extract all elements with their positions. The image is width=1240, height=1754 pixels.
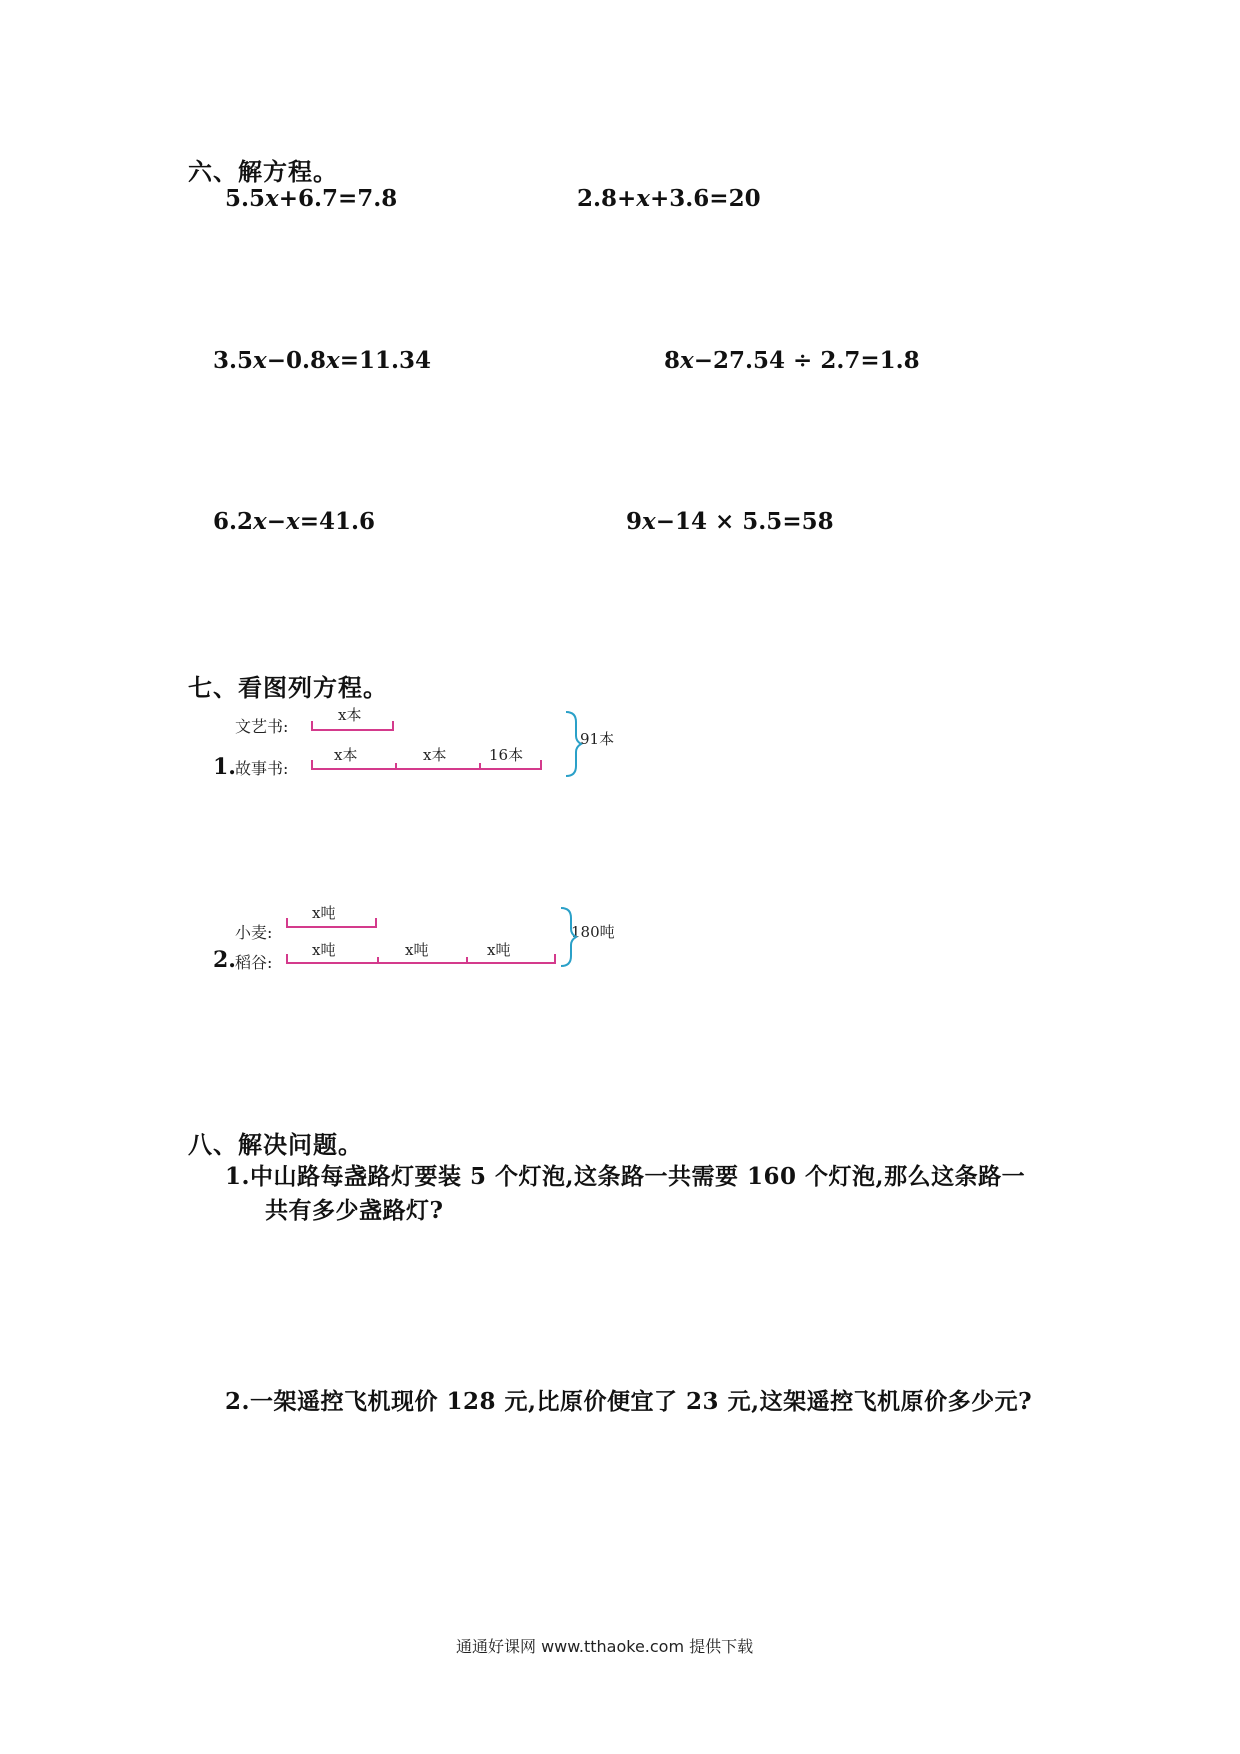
problem-1-line-1: 1.中山路每盏路灯要装 5 个灯泡,这条路一共需要 160 个灯泡,那么这条路一 <box>225 1163 1026 1190</box>
diagram2-brace <box>561 908 576 966</box>
diagram1-row1-label: 文艺书: <box>235 717 289 736</box>
equation-6: 9x−14 × 5.5=58 <box>626 508 834 535</box>
equation-4: 8x−27.54 ÷ 2.7=1.8 <box>664 347 920 374</box>
diagram2-row2-segment-label-2: x吨 <box>405 941 429 959</box>
footer-text: 通通好课网 www.tthaoke.com 提供下载 <box>456 1637 754 1656</box>
diagram2-segments <box>287 918 555 963</box>
diagram2-row2-segment-label-3: x吨 <box>487 941 511 959</box>
section-6-title: 六、解方程。 <box>188 157 338 186</box>
diagram2-row1-segment-label: x吨 <box>312 904 336 922</box>
diagram1-row2-segment-label-3: 16本 <box>489 746 524 764</box>
diagram1-total-label: 91本 <box>580 730 615 748</box>
equation-2: 2.8+x+3.6=20 <box>577 185 761 212</box>
equation-3: 3.5x−0.8x=11.34 <box>213 347 432 374</box>
equation-1: 5.5x+6.7=7.8 <box>225 185 398 212</box>
diagram2-row1-bar <box>287 918 376 927</box>
problem-2: 2.一架遥控飞机现价 128 元,比原价便宜了 23 元,这架遥控飞机原价多少元? <box>225 1388 1033 1415</box>
diagram1-number: 1. <box>213 754 236 780</box>
diagram2-row2-bar <box>287 954 555 963</box>
diagram2-total-label: 180吨 <box>571 923 615 941</box>
diagram2-row2-label: 稻谷: <box>235 953 273 972</box>
diagram1-row2-label: 故事书: <box>235 759 289 778</box>
diagram1-row1-segment-label: x本 <box>338 706 362 724</box>
section-8-title: 八、解决问题。 <box>188 1130 363 1159</box>
equation-5: 6.2x−x=41.6 <box>213 508 376 535</box>
diagram2-row2-segment-label-1: x吨 <box>312 941 336 959</box>
diagram2-number: 2. <box>213 947 236 973</box>
diagram1-row2-segment-label-1: x本 <box>334 746 358 764</box>
diagram2-row1-label: 小麦: <box>235 923 273 942</box>
section-7-title: 七、看图列方程。 <box>188 673 388 702</box>
diagram1-row2-segment-label-2: x本 <box>423 746 447 764</box>
problem-1-line-2: 共有多少盏路灯? <box>265 1197 444 1224</box>
